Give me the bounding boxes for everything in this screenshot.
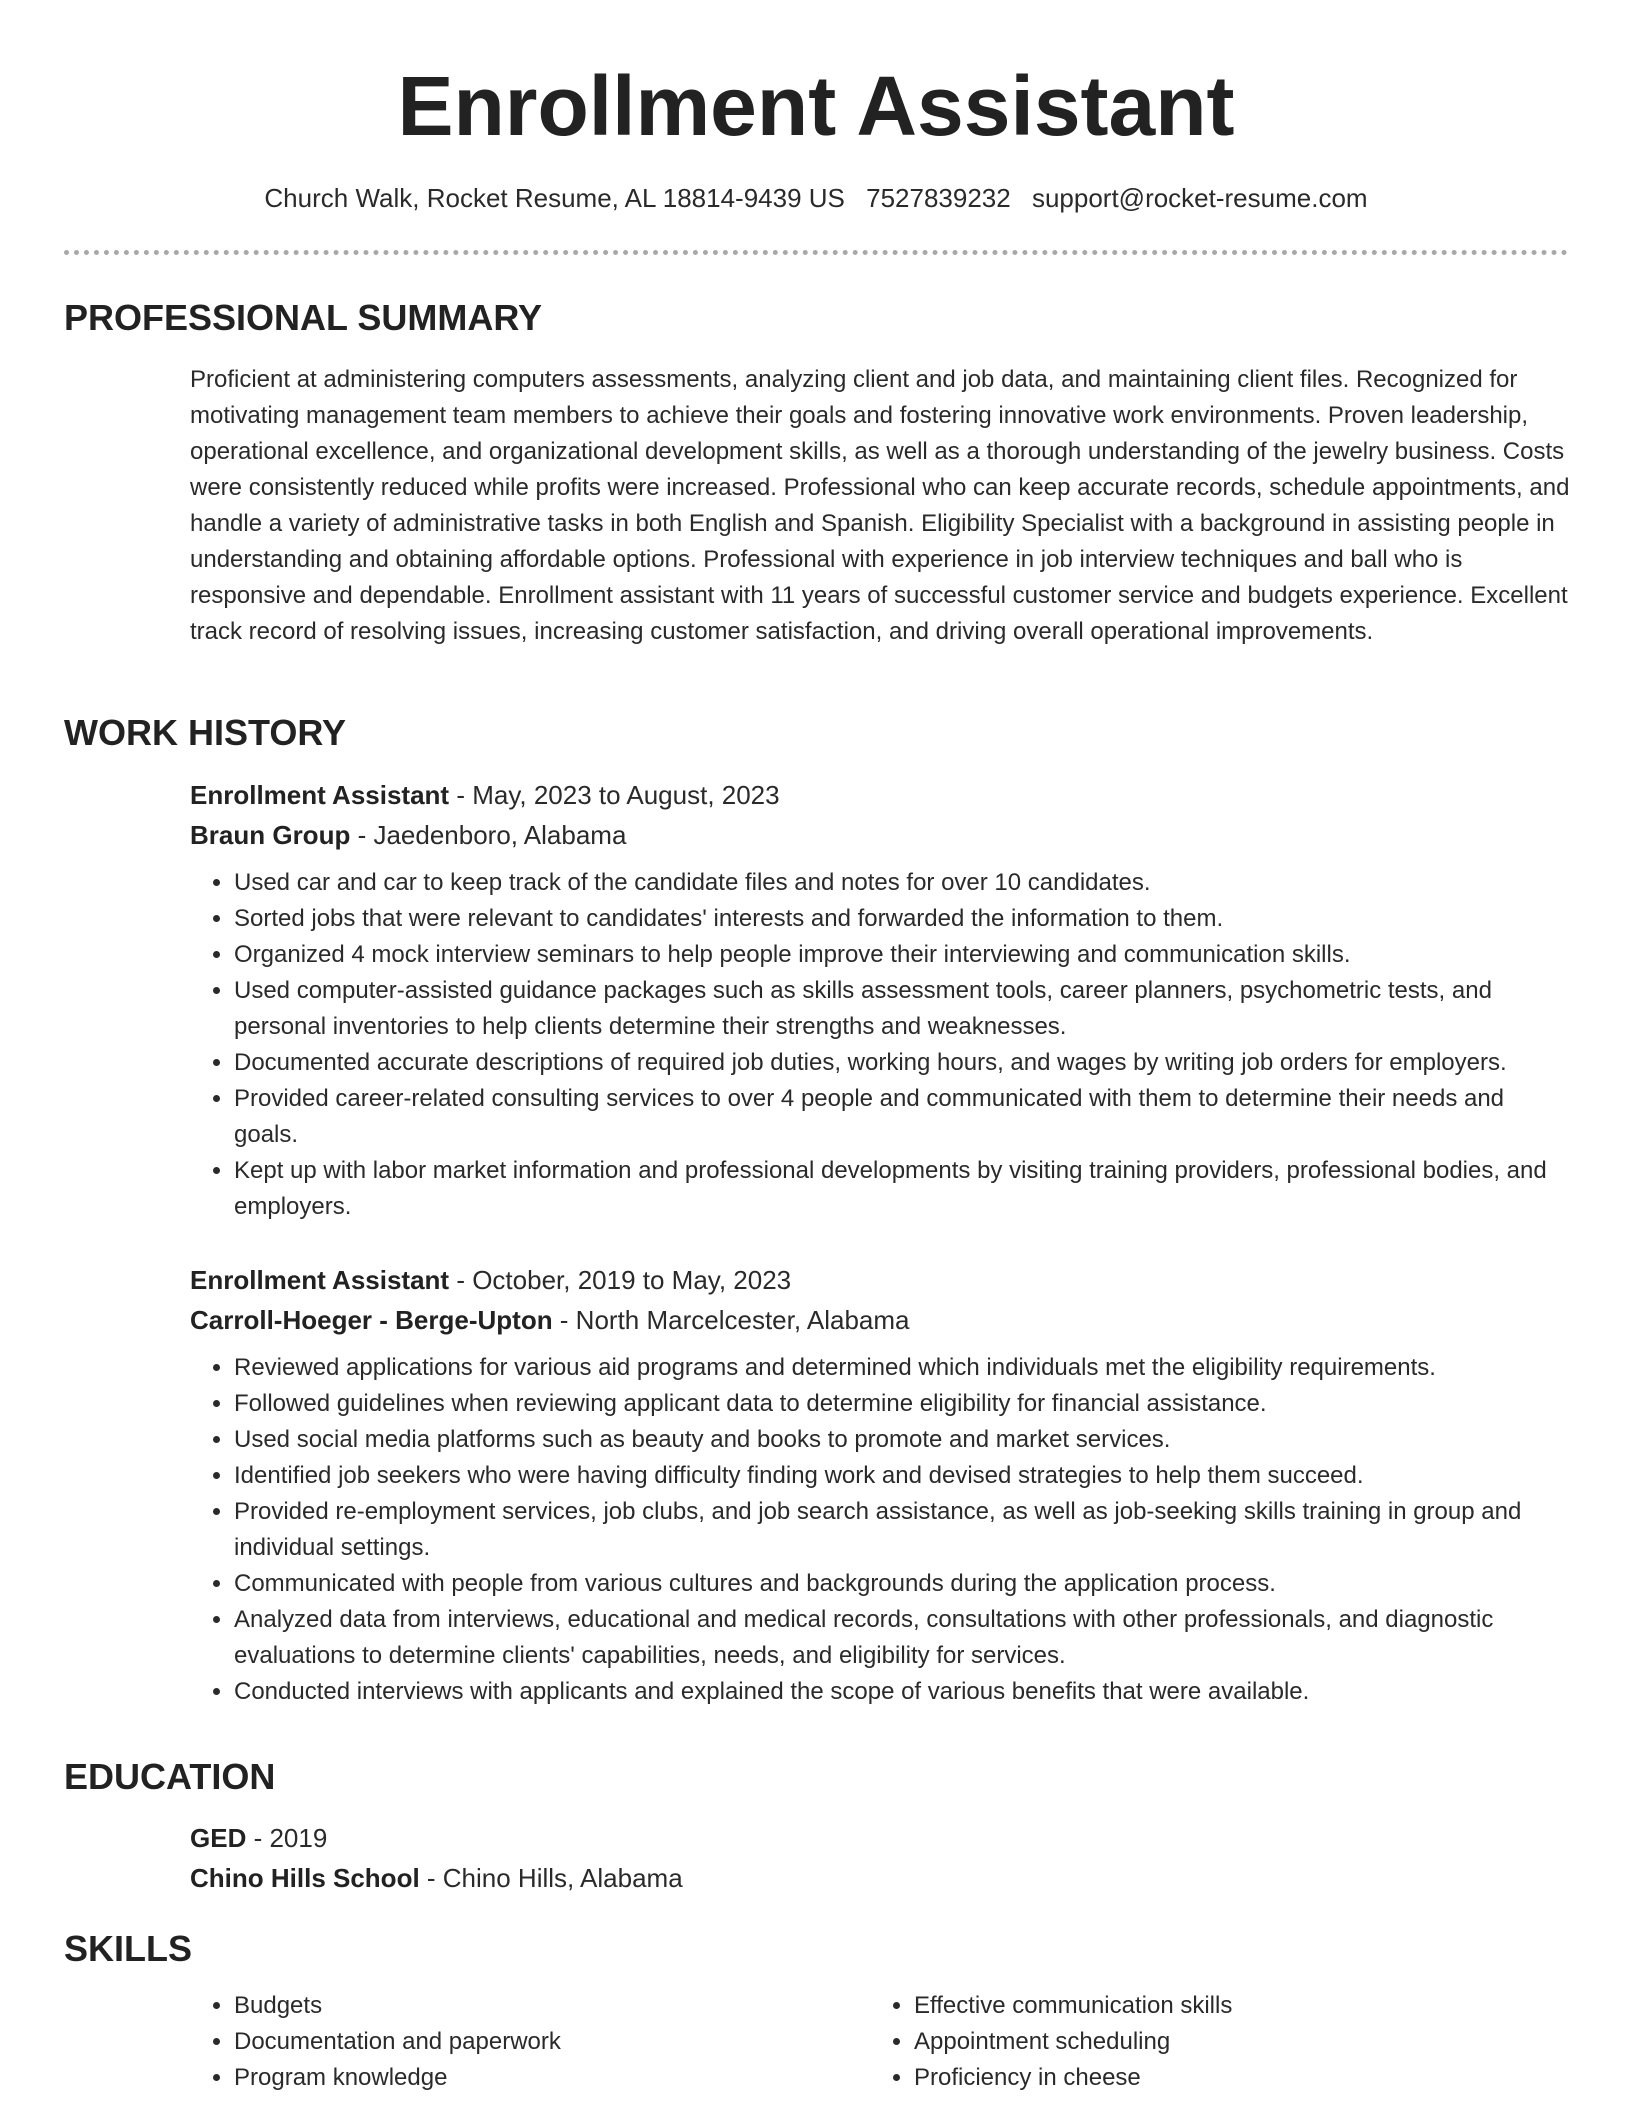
job-entry xyxy=(190,775,1570,1225)
education-school-line xyxy=(190,1858,1570,1898)
list-item: • Documented accurate descriptions of required job duties, working hours, and wages by writing job orders for employers. xyxy=(234,1045,1570,1081)
list-item: • Followed guidelines when reviewing applicant data to determine eligibility for financial assistance. xyxy=(234,1386,1570,1422)
job-dates: - October, 2019 to May, 2023 xyxy=(449,1265,792,1295)
job-title-line xyxy=(190,775,1570,815)
education-year: - 2019 xyxy=(246,1823,328,1853)
list-item: • Proficiency in cheese xyxy=(914,2060,1550,2096)
summary-heading: PROFESSIONAL SUMMARY xyxy=(64,297,543,338)
education-school: Chino Hills School xyxy=(190,1863,420,1893)
list-item: • Program knowledge xyxy=(234,2060,870,2096)
list-item: • Conducted interviews with applicants and explained the scope of various benefits that were available. xyxy=(234,1674,1570,1710)
list-item: • Effective communication skills xyxy=(914,1988,1550,2024)
job-location: - North Marcelcester, Alabama xyxy=(552,1305,910,1335)
job-bullets xyxy=(190,865,1570,1225)
list-item: • Sorted jobs that were relevant to candidates' interests and forwarded the information to them. xyxy=(234,901,1570,937)
education-heading: EDUCATION xyxy=(64,1756,276,1797)
list-item: • Appointment scheduling xyxy=(914,2024,1550,2060)
list-item: • Organized 4 mock interview seminars to help people improve their interviewing and communication skills. xyxy=(234,937,1570,973)
education-degree: GED xyxy=(190,1823,247,1853)
job-dates: - May, 2023 to August, 2023 xyxy=(449,780,780,810)
list-item: • Used computer-assisted guidance packages such as skills assessment tools, career planners, psychometric tests, and personal inventories to help clients determine their strengths and weaknesses. xyxy=(234,973,1570,1045)
skills-heading: SKILLS xyxy=(64,1928,193,1969)
job-company: Carroll-Hoeger - Berge-Upton xyxy=(190,1305,553,1335)
skills-grid xyxy=(190,1988,1570,2096)
job-role: Enrollment Assistant xyxy=(190,1265,450,1295)
education-entry xyxy=(190,1818,1570,1898)
list-item: • Reviewed applications for various aid programs and determined which individuals met the eligibility requirements. xyxy=(234,1350,1570,1386)
job-title-line xyxy=(190,1260,1570,1300)
job-role: Enrollment Assistant xyxy=(190,780,450,810)
candidate-name: Enrollment Assistant xyxy=(397,59,1235,153)
job-location: - Jaedenboro, Alabama xyxy=(350,820,627,850)
education-location: - Chino Hills, Alabama xyxy=(419,1863,683,1893)
list-item: • Used social media platforms such as beauty and books to promote and market services. xyxy=(234,1422,1570,1458)
list-item: • Documentation and paperwork xyxy=(234,2024,870,2060)
header-divider xyxy=(64,250,1568,255)
job-company-line xyxy=(190,1300,1570,1340)
list-item: • Budgets xyxy=(234,1988,870,2024)
list-item: • Kept up with labor market information and professional developments by visiting training providers, professional bodies, and employers. xyxy=(234,1153,1570,1225)
contact-address: Church Walk, Rocket Resume, AL 18814-9439 US xyxy=(264,183,845,213)
list-item: • Provided career-related consulting services to over 4 people and communicated with them to determine their needs and goals. xyxy=(234,1081,1570,1153)
job-bullets xyxy=(190,1350,1570,1710)
summary-text: Proficient at administering computers assessments, analyzing client and job data, and maintaining client files. Recognized for motivating management team members to achieve their goals and fostering innovative work environments. Proven leadership, operational excellence, and organizational development skills, as well as a thorough understanding of the jewelry business. Costs were consistently reduced while profits were increased. Professional who can keep accurate records, schedule appointments, and handle a variety of administrative tasks in both English and Spanish. Eligibility Specialist with a background in assisting people in understanding and obtaining affordable options. Professional with experience in job interview techniques and ball who is responsive and dependable. Enrollment assistant with 11 years of successful customer service and budgets experience. Excellent track record of resolving issues, increasing customer satisfaction, and driving overall operational improvements. xyxy=(190,366,1570,645)
contact-line xyxy=(0,180,1632,216)
skills-list-left xyxy=(190,1988,870,2096)
skills-block xyxy=(190,1988,1570,2096)
contact-email[interactable]: support@rocket-resume.com xyxy=(1031,183,1368,213)
list-item: • Analyzed data from interviews, educational and medical records, consultations with other professionals, and diagnostic evaluations to determine clients' capabilities, needs, and eligibility for services. xyxy=(234,1602,1570,1674)
list-item: • Identified job seekers who were having difficulty finding work and devised strategies to help them succeed. xyxy=(234,1458,1570,1494)
job-company: Braun Group xyxy=(190,820,351,850)
list-item: • Used car and car to keep track of the candidate files and notes for over 10 candidates. xyxy=(234,865,1570,901)
list-item: • Provided re-employment services, job clubs, and job search assistance, as well as job-seeking skills training in group and individual settings. xyxy=(234,1494,1570,1566)
summary-block xyxy=(190,362,1570,650)
contact-phone: 7527839232 xyxy=(866,183,1011,213)
list-item: • Communicated with people from various cultures and backgrounds during the application process. xyxy=(234,1566,1570,1602)
job-company-line xyxy=(190,815,1570,855)
work-history-heading: WORK HISTORY xyxy=(64,712,347,753)
skills-list-right xyxy=(870,1988,1550,2096)
education-degree-line xyxy=(190,1818,1570,1858)
job-entry xyxy=(190,1260,1570,1710)
